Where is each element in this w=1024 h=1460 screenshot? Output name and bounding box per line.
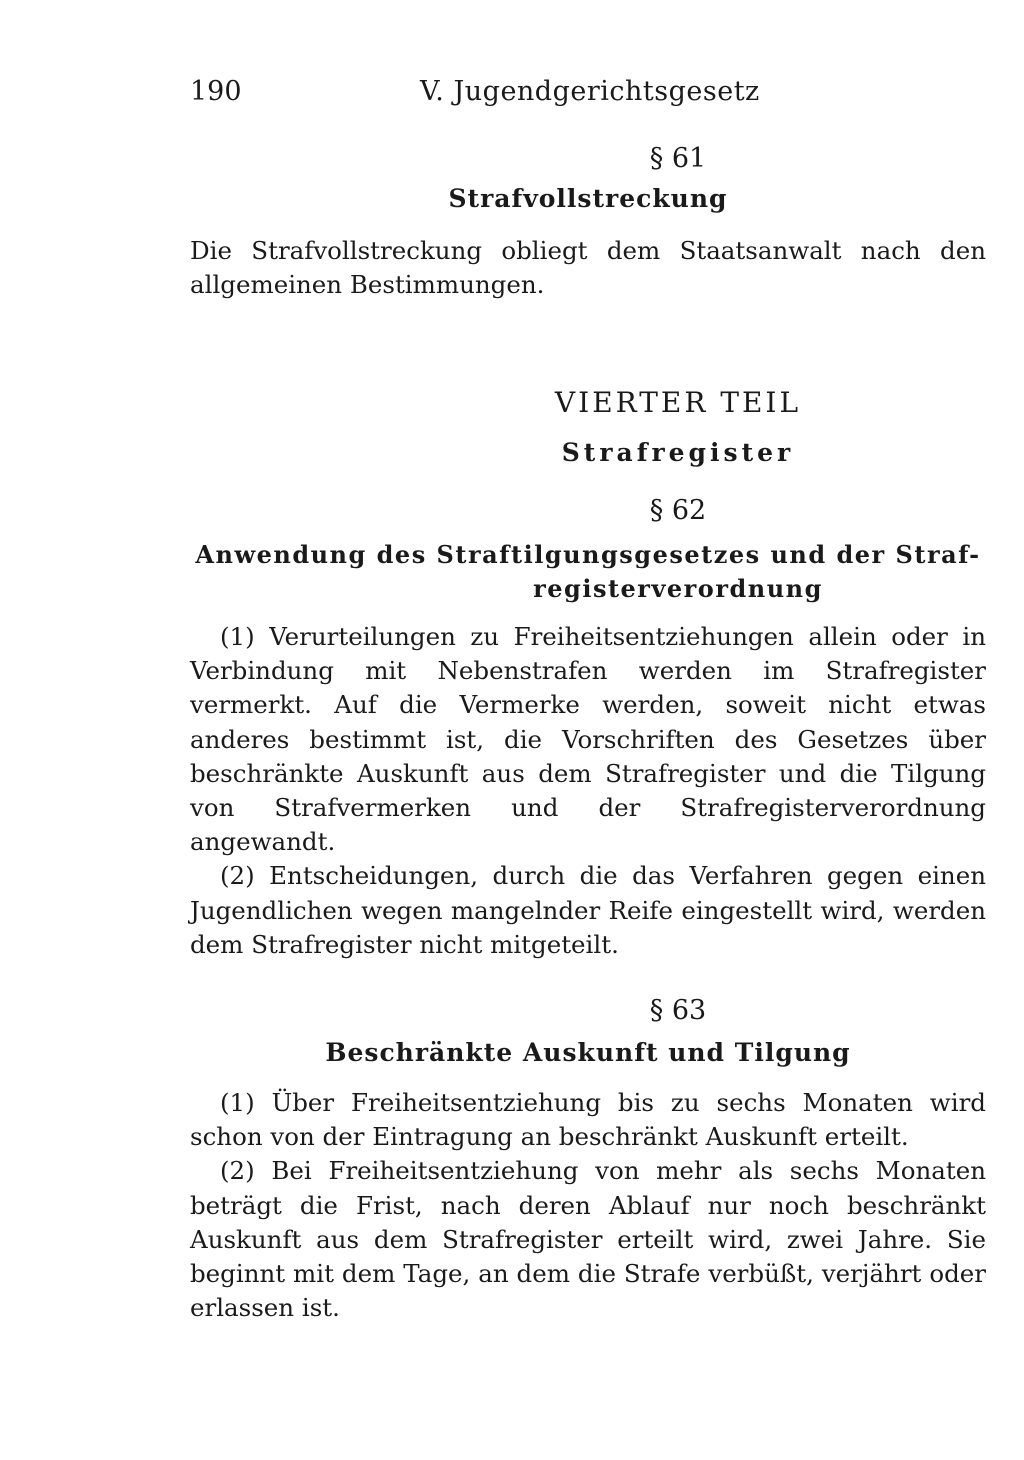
section-62-paragraph-1: (1) Verurteilungen zu Freiheitsentziehungen allein oder in Verbindung mit Nebenstrafen werden im Strafregister vermerkt. Auf die Vermerke werden, soweit nicht etwas anderes bestimmt ist, die Vorschriften des Gesetzes über beschränkte Auskunft aus dem Strafregister und die Tilgung von Strafvermerken und der Strafregisterverordnung angewandt. — [190, 622, 986, 857]
section-62-number: § 62 — [649, 495, 707, 526]
section-63-title-block — [190, 1036, 986, 1070]
page-number: 190 — [190, 76, 242, 107]
section-63-paragraph-2: (2) Bei Freiheitsentziehung von mehr als sechs Monaten beträgt die Frist, nach deren Ablauf nur noch beschränkt Auskunft aus dem Strafregister erteilt wird, zwei Jahre. Sie beginnt mit dem Tage, an dem die Strafe verbüßt, verjährt oder erlassen ist. — [190, 1156, 986, 1323]
part-4-heading-block — [190, 386, 986, 420]
section-62-paragraph-2: (2) Entscheidungen, durch die das Verfahren gegen einen Jugendlichen wegen mangelnder Reife eingestellt wird, werden dem Strafregister nicht mitgeteilt. — [190, 861, 986, 959]
section-62-number-block — [190, 494, 986, 528]
section-61-body — [190, 234, 986, 302]
running-header — [190, 76, 986, 116]
part-4-subheading-block — [190, 436, 986, 470]
section-61-title-block — [190, 182, 986, 216]
section-62-title-line1: Anwendung des Straftilgungsgesetzes und der Straf- — [195, 540, 981, 569]
section-61-paragraph: Die Strafvollstreckung obliegt dem Staatsanwalt nach den allgemeinen Bestimmungen. — [190, 236, 986, 300]
section-63-number: § 63 — [649, 995, 707, 1026]
section-63-number-block — [190, 994, 986, 1028]
section-62-title-block — [190, 538, 986, 606]
section-63-title: Beschränkte Auskunft und Tilgung — [325, 1038, 851, 1067]
part-4-title: VIERTER TEIL — [554, 386, 802, 419]
section-63-paragraph-1: (1) Über Freiheitsentziehung bis zu sechs Monaten wird schon von der Eintragung an beschränkt Auskunft erteilt. — [190, 1088, 986, 1152]
section-61-title: Strafvollstreckung — [448, 184, 728, 213]
section-61-number: § 61 — [649, 143, 707, 174]
section-62-body — [190, 620, 986, 962]
section-61-number-block — [190, 142, 986, 176]
section-63-body — [190, 1086, 986, 1325]
part-4-subtitle: Strafregister — [561, 438, 795, 467]
running-title: V. Jugendgerichtsgesetz — [420, 76, 760, 107]
section-62-title-line2: registerverordnung — [533, 574, 823, 603]
